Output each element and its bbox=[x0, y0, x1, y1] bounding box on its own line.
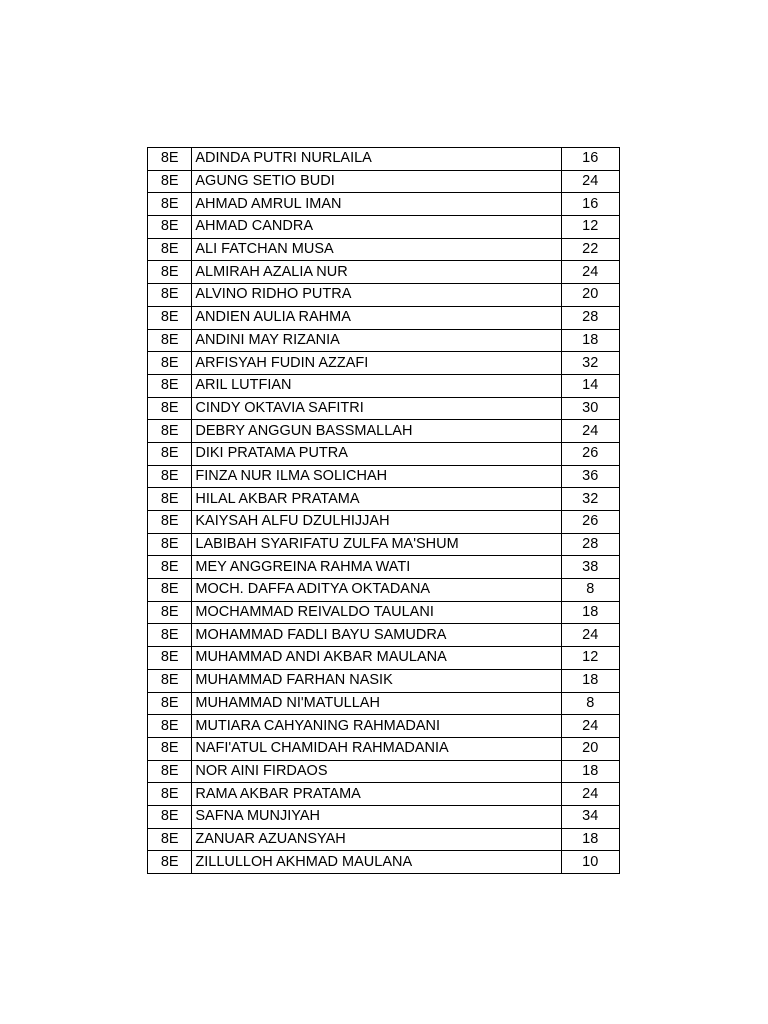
table-row bbox=[148, 306, 620, 329]
student-name-cell: MOCHAMMAD REIVALDO TAULANI bbox=[192, 601, 561, 624]
student-name-cell: KAIYSAH ALFU DZULHIJJAH bbox=[192, 511, 561, 534]
table-row bbox=[148, 374, 620, 397]
score-cell: 16 bbox=[561, 193, 620, 216]
student-name-cell: NAFI'ATUL CHAMIDAH RAHMADANIA bbox=[192, 737, 561, 760]
student-name-cell: AHMAD CANDRA bbox=[192, 216, 561, 239]
table-row bbox=[148, 579, 620, 602]
student-name-cell: AGUNG SETIO BUDI bbox=[192, 170, 561, 193]
table-row bbox=[148, 533, 620, 556]
score-cell: 24 bbox=[561, 170, 620, 193]
table-row bbox=[148, 805, 620, 828]
score-cell: 24 bbox=[561, 715, 620, 738]
table-row bbox=[148, 760, 620, 783]
table-row bbox=[148, 420, 620, 443]
table-row bbox=[148, 783, 620, 806]
class-cell: 8E bbox=[148, 624, 192, 647]
class-cell: 8E bbox=[148, 783, 192, 806]
student-name-cell: ALMIRAH AZALIA NUR bbox=[192, 261, 561, 284]
student-name-cell: CINDY OKTAVIA SAFITRI bbox=[192, 397, 561, 420]
class-cell: 8E bbox=[148, 284, 192, 307]
class-cell: 8E bbox=[148, 760, 192, 783]
class-cell: 8E bbox=[148, 374, 192, 397]
table-row bbox=[148, 216, 620, 239]
score-cell: 34 bbox=[561, 805, 620, 828]
table-row bbox=[148, 511, 620, 534]
score-cell: 18 bbox=[561, 760, 620, 783]
table-row bbox=[148, 329, 620, 352]
student-name-cell: RAMA AKBAR PRATAMA bbox=[192, 783, 561, 806]
score-cell: 20 bbox=[561, 737, 620, 760]
score-cell: 20 bbox=[561, 284, 620, 307]
table-row bbox=[148, 148, 620, 171]
class-cell: 8E bbox=[148, 556, 192, 579]
table-row bbox=[148, 397, 620, 420]
class-cell: 8E bbox=[148, 306, 192, 329]
student-score-table bbox=[147, 147, 620, 874]
student-name-cell: ALVINO RIDHO PUTRA bbox=[192, 284, 561, 307]
table-body bbox=[148, 148, 620, 874]
table-row bbox=[148, 238, 620, 261]
score-cell: 38 bbox=[561, 556, 620, 579]
student-name-cell: AHMAD AMRUL IMAN bbox=[192, 193, 561, 216]
student-name-cell: DIKI PRATAMA PUTRA bbox=[192, 442, 561, 465]
student-name-cell: MUTIARA CAHYANING RAHMADANI bbox=[192, 715, 561, 738]
student-name-cell: ALI FATCHAN MUSA bbox=[192, 238, 561, 261]
class-cell: 8E bbox=[148, 669, 192, 692]
class-cell: 8E bbox=[148, 352, 192, 375]
class-cell: 8E bbox=[148, 533, 192, 556]
table-row bbox=[148, 556, 620, 579]
class-cell: 8E bbox=[148, 148, 192, 171]
student-name-cell: FINZA NUR ILMA SOLICHAH bbox=[192, 465, 561, 488]
table-row bbox=[148, 193, 620, 216]
student-name-cell: ARIL LUTFIAN bbox=[192, 374, 561, 397]
student-name-cell: ANDINI MAY RIZANIA bbox=[192, 329, 561, 352]
table-row bbox=[148, 692, 620, 715]
class-cell: 8E bbox=[148, 715, 192, 738]
score-cell: 24 bbox=[561, 261, 620, 284]
table-row bbox=[148, 261, 620, 284]
class-cell: 8E bbox=[148, 601, 192, 624]
score-cell: 12 bbox=[561, 216, 620, 239]
class-cell: 8E bbox=[148, 647, 192, 670]
student-name-cell: ZILLULLOH AKHMAD MAULANA bbox=[192, 851, 561, 874]
score-cell: 22 bbox=[561, 238, 620, 261]
student-name-cell: SAFNA MUNJIYAH bbox=[192, 805, 561, 828]
student-name-cell: MUHAMMAD NI'MATULLAH bbox=[192, 692, 561, 715]
class-cell: 8E bbox=[148, 805, 192, 828]
class-cell: 8E bbox=[148, 465, 192, 488]
class-cell: 8E bbox=[148, 828, 192, 851]
class-cell: 8E bbox=[148, 692, 192, 715]
score-cell: 28 bbox=[561, 533, 620, 556]
score-cell: 24 bbox=[561, 783, 620, 806]
table-row bbox=[148, 851, 620, 874]
table-row bbox=[148, 442, 620, 465]
score-cell: 26 bbox=[561, 511, 620, 534]
class-cell: 8E bbox=[148, 420, 192, 443]
class-cell: 8E bbox=[148, 261, 192, 284]
student-name-cell: NOR AINI FIRDAOS bbox=[192, 760, 561, 783]
score-cell: 18 bbox=[561, 669, 620, 692]
score-cell: 10 bbox=[561, 851, 620, 874]
student-name-cell: HILAL AKBAR PRATAMA bbox=[192, 488, 561, 511]
score-cell: 8 bbox=[561, 579, 620, 602]
class-cell: 8E bbox=[148, 397, 192, 420]
score-cell: 14 bbox=[561, 374, 620, 397]
score-cell: 16 bbox=[561, 148, 620, 171]
class-cell: 8E bbox=[148, 851, 192, 874]
score-cell: 24 bbox=[561, 420, 620, 443]
class-cell: 8E bbox=[148, 193, 192, 216]
student-name-cell: ADINDA PUTRI NURLAILA bbox=[192, 148, 561, 171]
student-name-cell: ANDIEN AULIA RAHMA bbox=[192, 306, 561, 329]
table-row bbox=[148, 170, 620, 193]
student-name-cell: ZANUAR AZUANSYAH bbox=[192, 828, 561, 851]
score-cell: 24 bbox=[561, 624, 620, 647]
table-row bbox=[148, 601, 620, 624]
student-name-cell: DEBRY ANGGUN BASSMALLAH bbox=[192, 420, 561, 443]
student-name-cell: MOCH. DAFFA ADITYA OKTADANA bbox=[192, 579, 561, 602]
class-cell: 8E bbox=[148, 216, 192, 239]
table-row bbox=[148, 828, 620, 851]
score-cell: 18 bbox=[561, 329, 620, 352]
class-cell: 8E bbox=[148, 238, 192, 261]
student-name-cell: MUHAMMAD FARHAN NASIK bbox=[192, 669, 561, 692]
table-row bbox=[148, 647, 620, 670]
student-name-cell: MOHAMMAD FADLI BAYU SAMUDRA bbox=[192, 624, 561, 647]
class-cell: 8E bbox=[148, 170, 192, 193]
class-cell: 8E bbox=[148, 511, 192, 534]
class-cell: 8E bbox=[148, 442, 192, 465]
score-cell: 12 bbox=[561, 647, 620, 670]
score-cell: 18 bbox=[561, 828, 620, 851]
class-cell: 8E bbox=[148, 329, 192, 352]
score-cell: 32 bbox=[561, 352, 620, 375]
student-name-cell: LABIBAH SYARIFATU ZULFA MA'SHUM bbox=[192, 533, 561, 556]
table-row bbox=[148, 624, 620, 647]
table-row bbox=[148, 669, 620, 692]
table-row bbox=[148, 715, 620, 738]
table-row bbox=[148, 488, 620, 511]
student-name-cell: MEY ANGGREINA RAHMA WATI bbox=[192, 556, 561, 579]
score-cell: 18 bbox=[561, 601, 620, 624]
score-cell: 26 bbox=[561, 442, 620, 465]
table-row bbox=[148, 465, 620, 488]
class-cell: 8E bbox=[148, 737, 192, 760]
score-cell: 8 bbox=[561, 692, 620, 715]
student-name-cell: ARFISYAH FUDIN AZZAFI bbox=[192, 352, 561, 375]
student-name-cell: MUHAMMAD ANDI AKBAR MAULANA bbox=[192, 647, 561, 670]
table-row bbox=[148, 284, 620, 307]
table-row bbox=[148, 737, 620, 760]
class-cell: 8E bbox=[148, 579, 192, 602]
score-cell: 32 bbox=[561, 488, 620, 511]
score-cell: 36 bbox=[561, 465, 620, 488]
table-row bbox=[148, 352, 620, 375]
score-cell: 28 bbox=[561, 306, 620, 329]
score-cell: 30 bbox=[561, 397, 620, 420]
class-cell: 8E bbox=[148, 488, 192, 511]
